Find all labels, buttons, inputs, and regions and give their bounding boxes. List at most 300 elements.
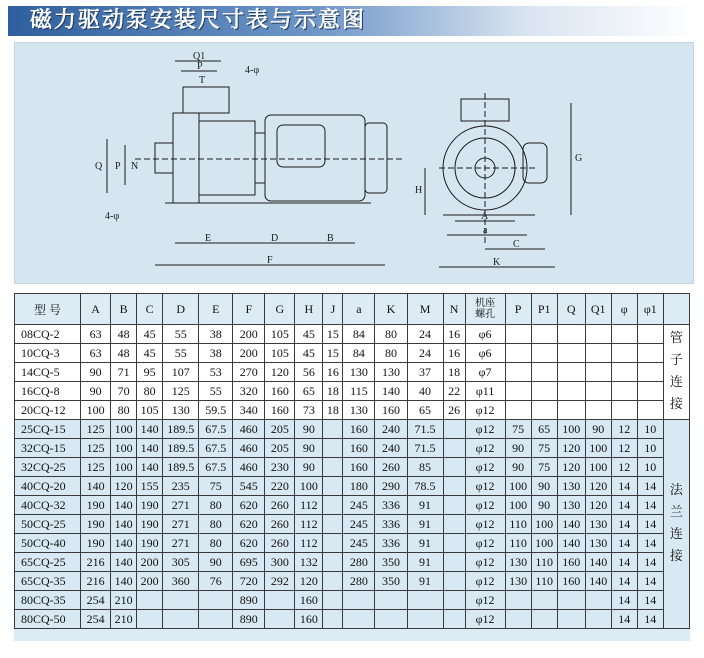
- value-cell: 95: [137, 363, 163, 382]
- value-cell: 270: [233, 363, 265, 382]
- value-cell: 12: [611, 458, 637, 477]
- value-cell: 63: [81, 325, 111, 344]
- value-cell: [443, 591, 465, 610]
- value-cell: [265, 610, 295, 629]
- label-4phi-side: 4-φ: [105, 211, 120, 222]
- pump-diagram: [15, 43, 693, 283]
- dimension-table-panel: [14, 293, 690, 641]
- value-cell: 55: [199, 382, 233, 401]
- table-body: [15, 325, 690, 629]
- value-cell: 460: [233, 420, 265, 439]
- pump-head: [173, 113, 199, 203]
- value-cell: 100: [505, 496, 531, 515]
- title-banner: [8, 6, 698, 36]
- table-row: [15, 477, 690, 496]
- value-cell: 80: [199, 534, 233, 553]
- model-cell: 40CQ-32: [15, 496, 81, 515]
- value-cell: 240: [375, 439, 407, 458]
- value-cell: 200: [233, 325, 265, 344]
- value-cell: 10: [637, 458, 663, 477]
- value-cell: 100: [505, 477, 531, 496]
- value-cell: 160: [265, 401, 295, 420]
- value-cell: φ6: [465, 344, 505, 363]
- value-cell: [557, 591, 585, 610]
- label-p-side: P: [115, 161, 121, 172]
- table-row: [15, 610, 690, 629]
- value-cell: [557, 363, 585, 382]
- header-p: P: [505, 294, 531, 325]
- value-cell: 200: [233, 344, 265, 363]
- value-cell: [557, 401, 585, 420]
- value-cell: 350: [375, 553, 407, 572]
- header-phi: φ: [611, 294, 637, 325]
- value-cell: 189.5: [163, 439, 199, 458]
- value-cell: φ7: [465, 363, 505, 382]
- label-f: F: [267, 255, 273, 266]
- header-q: Q: [557, 294, 585, 325]
- value-cell: 91: [407, 572, 443, 591]
- value-cell: 90: [531, 496, 557, 515]
- value-cell: 71: [111, 363, 137, 382]
- table-row: [15, 344, 690, 363]
- header-n: N: [443, 294, 465, 325]
- value-cell: 240: [375, 420, 407, 439]
- value-cell: φ12: [465, 496, 505, 515]
- value-cell: 90: [295, 420, 323, 439]
- value-cell: 24: [407, 344, 443, 363]
- value-cell: [637, 325, 663, 344]
- value-cell: 125: [81, 420, 111, 439]
- value-cell: 115: [343, 382, 375, 401]
- header-d: D: [163, 294, 199, 325]
- value-cell: 160: [343, 420, 375, 439]
- value-cell: 100: [531, 515, 557, 534]
- value-cell: [443, 439, 465, 458]
- value-cell: 210: [111, 591, 137, 610]
- value-cell: 90: [585, 420, 611, 439]
- value-cell: [557, 325, 585, 344]
- value-cell: 140: [585, 572, 611, 591]
- value-cell: [163, 591, 199, 610]
- value-cell: 120: [295, 572, 323, 591]
- value-cell: 56: [295, 363, 323, 382]
- value-cell: 216: [81, 553, 111, 572]
- value-cell: [323, 439, 343, 458]
- header-j: J: [323, 294, 343, 325]
- value-cell: [323, 553, 343, 572]
- value-cell: 80: [111, 401, 137, 420]
- value-cell: 14: [637, 515, 663, 534]
- value-cell: [137, 591, 163, 610]
- value-cell: 59.5: [199, 401, 233, 420]
- value-cell: 190: [81, 534, 111, 553]
- value-cell: 14: [637, 534, 663, 553]
- header-k: K: [375, 294, 407, 325]
- value-cell: 90: [199, 553, 233, 572]
- header-g: G: [265, 294, 295, 325]
- value-cell: 125: [81, 439, 111, 458]
- value-cell: 110: [531, 553, 557, 572]
- value-cell: 90: [531, 477, 557, 496]
- value-cell: 75: [199, 477, 233, 496]
- value-cell: 80: [137, 382, 163, 401]
- value-cell: 16: [443, 344, 465, 363]
- value-cell: [585, 344, 611, 363]
- value-cell: 235: [163, 477, 199, 496]
- coupling: [255, 133, 265, 183]
- value-cell: 336: [375, 515, 407, 534]
- value-cell: [443, 610, 465, 629]
- value-cell: [443, 534, 465, 553]
- value-cell: [505, 610, 531, 629]
- value-cell: 90: [505, 439, 531, 458]
- value-cell: 254: [81, 591, 111, 610]
- model-cell: 10CQ-3: [15, 344, 81, 363]
- value-cell: 14: [611, 534, 637, 553]
- table-row: [15, 363, 690, 382]
- value-cell: 200: [137, 553, 163, 572]
- value-cell: 720: [233, 572, 265, 591]
- value-cell: 26: [443, 401, 465, 420]
- value-cell: [323, 496, 343, 515]
- value-cell: 112: [295, 496, 323, 515]
- motor-body: [265, 115, 365, 201]
- label-b: B: [327, 233, 334, 244]
- value-cell: 260: [265, 496, 295, 515]
- value-cell: 245: [343, 515, 375, 534]
- value-cell: 100: [81, 401, 111, 420]
- value-cell: 65: [531, 420, 557, 439]
- value-cell: 53: [199, 363, 233, 382]
- value-cell: 12: [611, 439, 637, 458]
- value-cell: 105: [265, 344, 295, 363]
- value-cell: 160: [343, 439, 375, 458]
- value-cell: [585, 363, 611, 382]
- value-cell: 24: [407, 325, 443, 344]
- header-p1: P1: [531, 294, 557, 325]
- connection-type-char: 连: [669, 527, 683, 542]
- value-cell: 460: [233, 458, 265, 477]
- value-cell: 160: [295, 591, 323, 610]
- value-cell: 100: [531, 534, 557, 553]
- model-cell: 08CQ-2: [15, 325, 81, 344]
- model-cell: 80CQ-50: [15, 610, 81, 629]
- value-cell: 110: [531, 572, 557, 591]
- value-cell: [637, 382, 663, 401]
- outlet-flange: [183, 87, 229, 113]
- value-cell: 280: [343, 572, 375, 591]
- value-cell: 280: [343, 553, 375, 572]
- value-cell: 336: [375, 496, 407, 515]
- value-cell: 360: [163, 572, 199, 591]
- value-cell: [343, 591, 375, 610]
- value-cell: 200: [137, 572, 163, 591]
- label-e: E: [205, 233, 212, 244]
- value-cell: 12: [611, 420, 637, 439]
- terminal-box: [277, 125, 325, 167]
- value-cell: 100: [585, 439, 611, 458]
- value-cell: 16: [323, 363, 343, 382]
- connection-type-char: 法: [669, 483, 683, 498]
- header-q1: Q1: [585, 294, 611, 325]
- value-cell: 100: [111, 458, 137, 477]
- value-cell: φ12: [465, 401, 505, 420]
- value-cell: 620: [233, 534, 265, 553]
- value-cell: 336: [375, 534, 407, 553]
- value-cell: 75: [531, 439, 557, 458]
- header-f: F: [233, 294, 265, 325]
- value-cell: φ12: [465, 458, 505, 477]
- value-cell: [637, 363, 663, 382]
- value-cell: 14: [637, 591, 663, 610]
- value-cell: 300: [265, 553, 295, 572]
- value-cell: 695: [233, 553, 265, 572]
- value-cell: [505, 363, 531, 382]
- value-cell: φ12: [465, 553, 505, 572]
- model-cell: 32CQ-25: [15, 458, 81, 477]
- value-cell: [611, 382, 637, 401]
- value-cell: 48: [111, 344, 137, 363]
- value-cell: [265, 591, 295, 610]
- pump-casing: [199, 121, 255, 195]
- value-cell: 140: [557, 534, 585, 553]
- value-cell: [505, 401, 531, 420]
- value-cell: 100: [557, 420, 585, 439]
- value-cell: 190: [137, 496, 163, 515]
- value-cell: 890: [233, 610, 265, 629]
- header-a-lower: a: [343, 294, 375, 325]
- value-cell: [323, 515, 343, 534]
- value-cell: [323, 610, 343, 629]
- value-cell: 216: [81, 572, 111, 591]
- value-cell: [323, 572, 343, 591]
- value-cell: 70: [111, 382, 137, 401]
- value-cell: 112: [295, 515, 323, 534]
- value-cell: [585, 382, 611, 401]
- value-cell: [531, 610, 557, 629]
- value-cell: 71.5: [407, 420, 443, 439]
- value-cell: 91: [407, 534, 443, 553]
- value-cell: 15: [323, 325, 343, 344]
- value-cell: 76: [199, 572, 233, 591]
- page-title: 磁力驱动泵安装尺寸表与示意图: [30, 8, 367, 33]
- value-cell: 80: [375, 325, 407, 344]
- connection-type-char: 兰: [669, 505, 683, 520]
- label-n: N: [131, 161, 139, 172]
- value-cell: [531, 401, 557, 420]
- value-cell: 120: [557, 458, 585, 477]
- value-cell: 45: [295, 325, 323, 344]
- value-cell: 125: [163, 382, 199, 401]
- value-cell: 140: [137, 439, 163, 458]
- value-cell: 130: [585, 515, 611, 534]
- value-cell: 38: [199, 325, 233, 344]
- connection-type-char: 接: [669, 397, 683, 412]
- label-a-upper: A: [481, 211, 489, 222]
- value-cell: 190: [137, 534, 163, 553]
- header-phi1: φ1: [637, 294, 663, 325]
- label-k: K: [493, 257, 501, 268]
- label-d: D: [271, 233, 279, 244]
- value-cell: [199, 610, 233, 629]
- value-cell: [443, 572, 465, 591]
- value-cell: 140: [137, 420, 163, 439]
- value-cell: 14: [611, 610, 637, 629]
- table-row: [15, 325, 690, 344]
- value-cell: 22: [443, 382, 465, 401]
- value-cell: 140: [111, 496, 137, 515]
- value-cell: [637, 401, 663, 420]
- value-cell: [557, 382, 585, 401]
- value-cell: φ6: [465, 325, 505, 344]
- value-cell: 189.5: [163, 458, 199, 477]
- value-cell: 180: [343, 477, 375, 496]
- value-cell: 110: [505, 534, 531, 553]
- connection-type-char: 接: [669, 549, 683, 564]
- group2-label: [663, 420, 689, 629]
- value-cell: 78.5: [407, 477, 443, 496]
- header-mount-line2: 螺孔: [475, 309, 496, 320]
- table-row: [15, 439, 690, 458]
- value-cell: 90: [505, 458, 531, 477]
- value-cell: [375, 591, 407, 610]
- label-c: C: [513, 239, 520, 250]
- label-p-top: P: [197, 61, 203, 72]
- value-cell: 67.5: [199, 458, 233, 477]
- value-cell: 71.5: [407, 439, 443, 458]
- value-cell: 37: [407, 363, 443, 382]
- value-cell: 545: [233, 477, 265, 496]
- value-cell: 350: [375, 572, 407, 591]
- value-cell: 84: [343, 325, 375, 344]
- value-cell: 63: [81, 344, 111, 363]
- value-cell: 48: [111, 325, 137, 344]
- value-cell: 271: [163, 534, 199, 553]
- header-b: B: [111, 294, 137, 325]
- table-row: [15, 553, 690, 572]
- value-cell: 125: [81, 458, 111, 477]
- value-cell: 14: [637, 610, 663, 629]
- value-cell: [199, 591, 233, 610]
- value-cell: 130: [375, 363, 407, 382]
- value-cell: 120: [557, 439, 585, 458]
- header-e: E: [199, 294, 233, 325]
- value-cell: 245: [343, 534, 375, 553]
- value-cell: 84: [343, 344, 375, 363]
- value-cell: 155: [137, 477, 163, 496]
- value-cell: 120: [585, 477, 611, 496]
- value-cell: [323, 458, 343, 477]
- value-cell: 160: [343, 458, 375, 477]
- value-cell: [557, 610, 585, 629]
- table-row: [15, 515, 690, 534]
- value-cell: 205: [265, 439, 295, 458]
- value-cell: 220: [265, 477, 295, 496]
- table-row: [15, 496, 690, 515]
- value-cell: 120: [265, 363, 295, 382]
- header-m: M: [407, 294, 443, 325]
- value-cell: 10: [637, 439, 663, 458]
- value-cell: 67.5: [199, 439, 233, 458]
- value-cell: 91: [407, 553, 443, 572]
- value-cell: 205: [265, 420, 295, 439]
- value-cell: φ12: [465, 477, 505, 496]
- value-cell: 130: [557, 477, 585, 496]
- value-cell: 45: [137, 344, 163, 363]
- value-cell: 14: [637, 553, 663, 572]
- value-cell: 90: [81, 363, 111, 382]
- value-cell: [531, 325, 557, 344]
- value-cell: 160: [265, 382, 295, 401]
- value-cell: 65: [295, 382, 323, 401]
- value-cell: 140: [137, 458, 163, 477]
- value-cell: 140: [111, 572, 137, 591]
- model-cell: 14CQ-5: [15, 363, 81, 382]
- value-cell: 190: [81, 515, 111, 534]
- value-cell: φ12: [465, 439, 505, 458]
- value-cell: [323, 420, 343, 439]
- value-cell: [585, 325, 611, 344]
- model-cell: 80CQ-35: [15, 591, 81, 610]
- value-cell: [531, 382, 557, 401]
- label-t: T: [199, 75, 206, 86]
- value-cell: 120: [111, 477, 137, 496]
- value-cell: 80: [199, 496, 233, 515]
- value-cell: 130: [557, 496, 585, 515]
- value-cell: 90: [295, 439, 323, 458]
- value-cell: 45: [295, 344, 323, 363]
- value-cell: φ11: [465, 382, 505, 401]
- value-cell: 160: [557, 553, 585, 572]
- value-cell: 230: [265, 458, 295, 477]
- value-cell: 80: [199, 515, 233, 534]
- value-cell: 14: [611, 553, 637, 572]
- value-cell: [407, 591, 443, 610]
- value-cell: 190: [81, 496, 111, 515]
- value-cell: 292: [265, 572, 295, 591]
- value-cell: [505, 591, 531, 610]
- value-cell: [637, 344, 663, 363]
- value-cell: 14: [611, 591, 637, 610]
- value-cell: 140: [557, 515, 585, 534]
- model-cell: 40CQ-20: [15, 477, 81, 496]
- header-c: C: [137, 294, 163, 325]
- value-cell: 140: [111, 515, 137, 534]
- value-cell: 45: [137, 325, 163, 344]
- inlet-flange: [155, 143, 173, 173]
- value-cell: 18: [323, 382, 343, 401]
- pump-diagram-panel: [14, 42, 694, 284]
- value-cell: 105: [265, 325, 295, 344]
- value-cell: [585, 401, 611, 420]
- value-cell: 140: [81, 477, 111, 496]
- value-cell: 14: [637, 572, 663, 591]
- model-cell: 65CQ-25: [15, 553, 81, 572]
- dimension-table: [14, 293, 690, 629]
- value-cell: [443, 496, 465, 515]
- value-cell: 85: [407, 458, 443, 477]
- value-cell: 130: [163, 401, 199, 420]
- value-cell: 130: [343, 363, 375, 382]
- value-cell: 107: [163, 363, 199, 382]
- value-cell: φ12: [465, 610, 505, 629]
- table-row: [15, 572, 690, 591]
- value-cell: 14: [611, 496, 637, 515]
- value-cell: 160: [295, 610, 323, 629]
- value-cell: [443, 477, 465, 496]
- value-cell: 140: [375, 382, 407, 401]
- value-cell: 18: [443, 363, 465, 382]
